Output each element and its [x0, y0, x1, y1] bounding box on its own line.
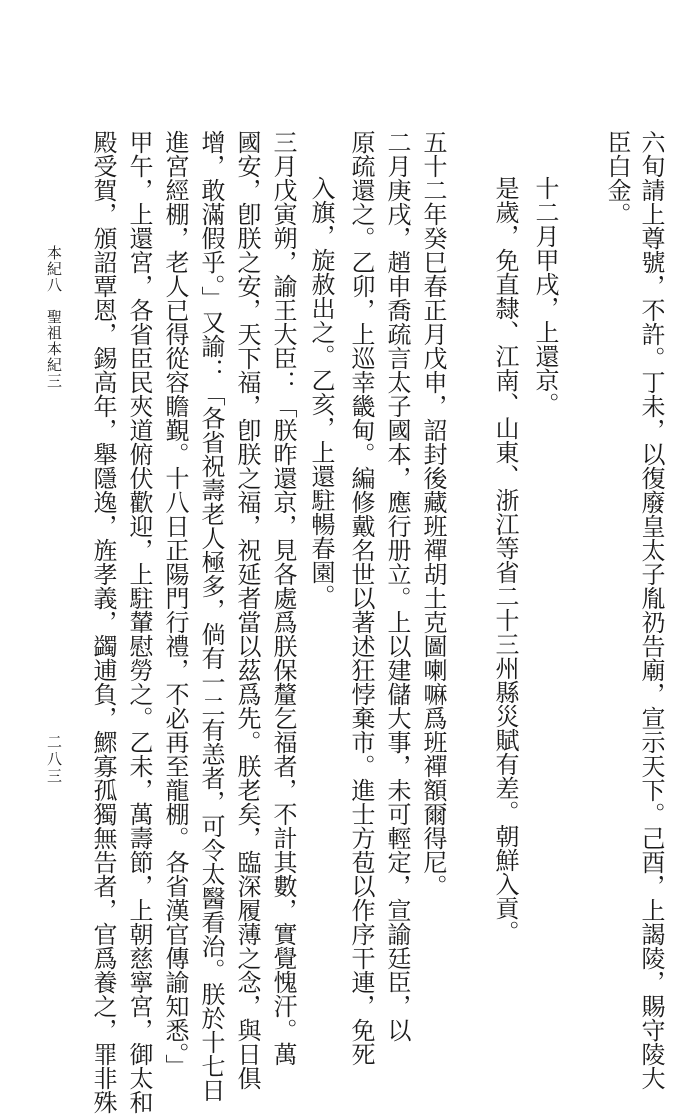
running-head: 本紀八 聖祖本紀三	[45, 245, 63, 389]
text-column: 入旗，旋赦出之。乙亥，上還駐暢春園。	[307, 176, 335, 608]
text-column: 原疏還之。乙卯，上巡幸畿甸。編修戴名世以著述狂悖棄市。進士方苞以作序干連，免死	[347, 130, 375, 1066]
text-column: 殿受賀，頒詔覃恩，錫高年，舉隱逸，旌孝義，蠲逋負，鰥寡孤獨無告者，官爲養之，罪非殊	[89, 130, 117, 1114]
page-number: 二八三	[45, 734, 63, 785]
text-column: 增，敢滿假乎。」又諭：「各省祝壽老人極多，倘有一二有恙者，可令太醫看治。朕於十七日	[197, 130, 225, 1102]
text-column: 臣白金。	[603, 130, 631, 226]
text-column: 二月庚戌，趙申喬疏言太子國本，應行册立。上以建儲大事，未可輕定，宣諭廷臣，以	[383, 130, 411, 1042]
text-column: 三月戊寅朔，諭王大臣：「朕昨還京，見各處爲朕保釐乞福者，不計其數，實覺愧汗。萬	[269, 130, 297, 1066]
text-column: 六旬請上尊號，不許。丁未，以復廢皇太子胤礽告廟，宣示天下。己酉，上謁陵，賜守陵大	[637, 130, 665, 1090]
text-column: 進宮經棚，老人已得從容瞻覲。十八日正陽門行禮，不必再至龍棚。各省漢官傳諭知悉。」	[161, 130, 189, 1078]
text-column: 是歲，免直隸、江南、山東、浙江等省二十三州縣災賦有差。朝鮮入貢。	[491, 176, 519, 944]
text-column: 甲午，上還宮，各省臣民夾道俯伏歡迎，上駐輦慰勞之。乙未，萬壽節，上朝慈寧宮，御太和	[125, 130, 153, 1114]
text-column: 十二月甲戌，上還京。	[531, 176, 559, 416]
text-column: 國安，卽朕之安，天下福，卽朕之福，祝延者當以茲爲先。朕老矣，臨深履薄之念，與日俱	[233, 130, 261, 1090]
text-column: 五十二年癸巳春正月戊申，詔封後藏班禪胡土克圖喇嘛爲班禪額爾得尼。	[419, 130, 447, 898]
